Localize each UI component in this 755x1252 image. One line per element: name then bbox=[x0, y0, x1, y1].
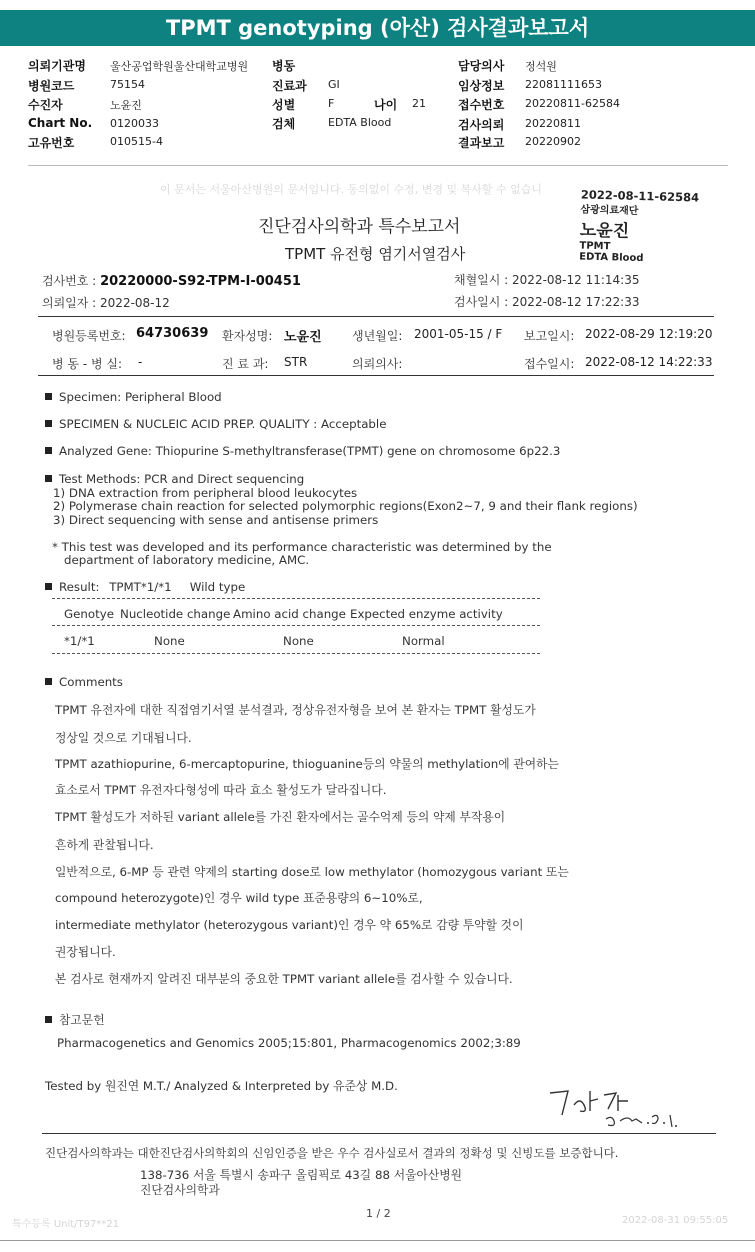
patient-label: 진 료 과: bbox=[222, 357, 269, 371]
specimen-text: Specimen: Peripheral Blood bbox=[59, 390, 222, 404]
patient-label: 의뢰의사: bbox=[352, 357, 403, 371]
comment-line: 흔하게 관찰됩니다. bbox=[55, 838, 154, 852]
note-line: department of laboratory medicine, AMC. bbox=[64, 553, 310, 567]
footer-rule bbox=[42, 1133, 716, 1134]
comment-line: TPMT azathiopurine, 6-mercaptopurine, thioguanine등의 약물의 methylation에 관여하는 bbox=[55, 757, 559, 771]
watermark-text: 이 문서는 서울아산병원의 문서입니다. 동의없이 수정, 변경 및 복사할 수 없습니 bbox=[160, 183, 542, 196]
header-label: 임상정보 bbox=[458, 79, 505, 93]
specimen-line bbox=[45, 390, 222, 404]
comment-line: 일반적으로, 6-MP 등 관련 약제의 starting dose로 low methylator (homozygous variant 또는 bbox=[55, 865, 569, 879]
patient-label: 보고일시: bbox=[524, 329, 575, 343]
gene-text: Analyzed Gene: Thiopurine S-methyltransferase(TPMT) gene on chromosome 6p22.3 bbox=[59, 444, 561, 458]
patient-value: - bbox=[138, 355, 143, 369]
table-cell: None bbox=[283, 634, 314, 648]
stamp-line: 삼광의료재단 bbox=[580, 204, 639, 217]
table-cell: Normal bbox=[402, 634, 445, 648]
table-cell: None bbox=[154, 634, 185, 648]
page-bottom-edge bbox=[0, 1240, 755, 1241]
comment-line: intermediate methylator (heterozygous variant)인 경우 약 65%로 감량 투약할 것이 bbox=[55, 918, 524, 932]
patient-label: 접수일시: bbox=[524, 357, 575, 371]
header-label: 진료과 bbox=[272, 79, 307, 93]
comments-title: Comments bbox=[59, 675, 123, 689]
table-rule bbox=[52, 625, 540, 626]
department-text: 진단검사의학과 bbox=[140, 1183, 220, 1197]
patient-value: 2022-08-12 14:22:33 bbox=[585, 355, 713, 369]
result-line bbox=[45, 580, 245, 594]
exam-number bbox=[42, 272, 301, 289]
stamp-line: EDTA Blood bbox=[579, 251, 644, 265]
specimen-stamp bbox=[579, 187, 699, 265]
table-cell: *1/*1 bbox=[64, 634, 95, 648]
bullet-square-icon bbox=[45, 420, 52, 427]
comment-line: TPMT 활성도가 저하된 variant allele를 가진 환자에서는 골수억제 등의 약제 부작용이 bbox=[55, 810, 506, 824]
table-header: Genotye bbox=[64, 607, 114, 621]
comment-line: 권장됩니다. bbox=[55, 945, 116, 959]
header-label: 병동 bbox=[272, 59, 296, 73]
header-value: 20220811 bbox=[525, 117, 581, 130]
header-value: 0120033 bbox=[110, 117, 159, 130]
header-label: Chart No. bbox=[28, 116, 93, 130]
header-value: 노윤진 bbox=[110, 99, 142, 112]
result-label: Result: bbox=[59, 580, 100, 594]
test-date: 검사일시 : 2022-08-12 17:22:33 bbox=[454, 295, 640, 309]
patient-label: 생년월일: bbox=[352, 329, 403, 343]
result-value: TPMT*1/*1 bbox=[109, 580, 172, 594]
address-text: 138-736 서울 특별시 송파구 올림픽로 43길 88 서울아산병원 bbox=[140, 1168, 463, 1182]
comment-line: 정상일 것으로 기대됩니다. bbox=[55, 731, 192, 745]
header-label: 고유번호 bbox=[28, 136, 75, 150]
method-item: 1) DNA extraction from peripheral blood leukocytes bbox=[53, 486, 358, 500]
table-rule bbox=[52, 653, 540, 654]
header-value: GI bbox=[328, 78, 340, 91]
header-label: 검사의뢰 bbox=[458, 118, 505, 132]
stamp-line: 2022-08-11-62584 bbox=[580, 187, 700, 205]
bullet-square-icon bbox=[45, 583, 52, 590]
footer-faint-left: 특수등록 Unit/T97**21 bbox=[12, 1219, 120, 1230]
stamp-name: 노윤진 bbox=[579, 220, 630, 242]
table-rule bbox=[52, 598, 540, 599]
comment-line: 효소로서 TPMT 유전자다형성에 따라 효소 활성도가 달라집니다. bbox=[55, 783, 387, 797]
header-value: 20220811-62584 bbox=[525, 97, 620, 110]
table-header: Expected enzyme activity bbox=[350, 607, 503, 621]
note-line: * This test was developed and its performance characteristic was determined by the bbox=[52, 540, 552, 554]
references-text: Pharmacogenetics and Genomics 2005;15:801, Pharmacogenomics 2002;3:89 bbox=[57, 1036, 521, 1050]
header-label: 의뢰기관명 bbox=[28, 59, 86, 73]
header-value: EDTA Blood bbox=[328, 116, 392, 129]
header-value: 010515-4 bbox=[110, 135, 163, 148]
patient-value: 64730639 bbox=[136, 326, 209, 341]
header-label: 수진자 bbox=[28, 98, 63, 112]
patient-label: 환자성명: bbox=[222, 329, 273, 343]
report-banner-title: TPMT genotyping (아산) 검사결과보고서 bbox=[0, 10, 755, 46]
quality-text: SPECIMEN & NUCLEIC ACID PREP. QUALITY : Acceptable bbox=[59, 417, 387, 431]
header-divider bbox=[28, 165, 728, 166]
gene-line bbox=[45, 444, 560, 458]
patient-box-top bbox=[38, 316, 714, 317]
references-title: 참고문헌 bbox=[59, 1013, 105, 1027]
table-header: Amino acid change bbox=[233, 607, 346, 621]
handwritten-signature bbox=[544, 1077, 694, 1131]
header-value: 정석원 bbox=[525, 60, 557, 73]
patient-label: 병원등록번호: bbox=[52, 329, 126, 343]
bullet-square-icon bbox=[45, 393, 52, 400]
exam-number-label: 검사번호 : bbox=[42, 274, 97, 288]
comment-line: 본 검사로 현재까지 알려진 대부분의 중요한 TPMT variant allele를 검사할 수 있습니다. bbox=[55, 972, 513, 986]
header-value: 75154 bbox=[110, 78, 145, 91]
table-header: Nucleotide change bbox=[120, 607, 231, 621]
patient-label: 병 동 - 병 실: bbox=[52, 357, 122, 371]
document-subtitle: TPMT 유전형 염기서열검사 bbox=[285, 245, 466, 263]
footer-faint-right: 2022-08-31 09:55:05 bbox=[622, 1215, 729, 1226]
comments-title-line bbox=[45, 675, 123, 689]
patient-box-bottom bbox=[38, 375, 714, 376]
exam-number-value: 20220000-S92-TPM-I-00451 bbox=[100, 274, 301, 289]
header-label: 결과보고 bbox=[458, 136, 505, 150]
bullet-square-icon bbox=[45, 475, 52, 482]
header-value: 20220902 bbox=[525, 135, 581, 148]
stamp-line: TPMT bbox=[579, 240, 611, 253]
result-type: Wild type bbox=[189, 580, 246, 594]
header-label: 병원코드 bbox=[28, 79, 75, 93]
quality-line bbox=[45, 417, 386, 431]
references-title-line bbox=[45, 1011, 105, 1028]
header-label: 접수번호 bbox=[458, 98, 505, 112]
methods-title: Test Methods: PCR and Direct sequencing bbox=[59, 472, 305, 486]
patient-value: 2001-05-15 / F bbox=[414, 327, 503, 341]
patient-value: STR bbox=[284, 355, 308, 369]
patient-value: 노윤진 bbox=[284, 330, 322, 345]
header-label: 담당의사 bbox=[458, 59, 505, 73]
header-label: 검체 bbox=[272, 117, 296, 131]
header-value: 울산공업학원울산대학교병원 bbox=[110, 60, 249, 73]
bullet-square-icon bbox=[45, 1016, 52, 1023]
header-value: F bbox=[328, 97, 335, 110]
tested-by: Tested by 원진연 M.T./ Analyzed & Interpreted by 유준상 M.D. bbox=[45, 1079, 398, 1093]
bullet-square-icon bbox=[45, 678, 52, 685]
methods-title-line bbox=[45, 472, 304, 486]
bullet-square-icon bbox=[45, 447, 52, 454]
page-number: 1 / 2 bbox=[366, 1207, 391, 1220]
comment-line: TPMT 유전자에 대한 직접염기서열 분석결과, 정상유전자형을 보여 본 환자는 TPMT 활성도가 bbox=[55, 703, 536, 717]
header-label: 성별 bbox=[272, 98, 296, 112]
method-item: 2) Polymerase chain reaction for selected polymorphic regions(Exon2~7, 9 and their flank regions) bbox=[53, 499, 638, 513]
method-item: 3) Direct sequencing with sense and antisense primers bbox=[53, 513, 379, 527]
patient-value: 2022-08-29 12:19:20 bbox=[585, 327, 713, 341]
header-label: 나이 bbox=[374, 98, 398, 112]
comment-line: compound heterozygote)인 경우 wild type 표준용량의 6~10%로, bbox=[55, 891, 423, 905]
request-date: 의뢰일자 : 2022-08-12 bbox=[42, 296, 170, 310]
document-title: 진단검사의학과 특수보고서 bbox=[258, 217, 461, 237]
header-value: 22081111653 bbox=[525, 78, 602, 91]
draw-date: 채혈일시 : 2022-08-12 11:14:35 bbox=[454, 273, 640, 287]
certification-text: 진단검사의학과는 대한진단검사의학회의 신임인증을 받은 우수 검사실로서 결과의 정확성 및 신빙도를 보증합니다. bbox=[45, 1146, 619, 1160]
header-value: 21 bbox=[412, 97, 426, 110]
